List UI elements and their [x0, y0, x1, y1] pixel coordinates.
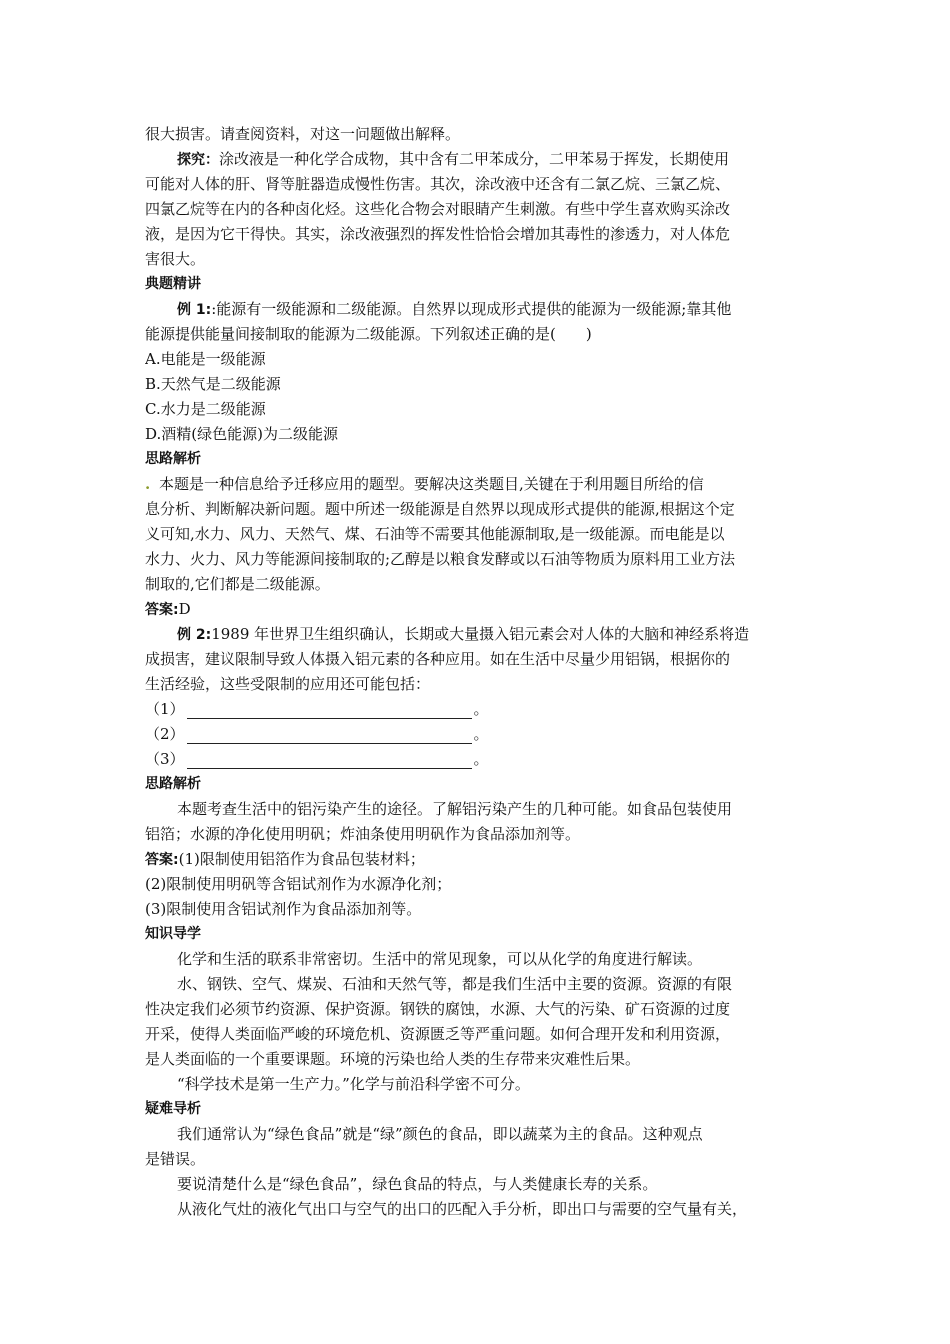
answer2-line-1 — [145, 847, 825, 872]
knowledge-line-2: 水、钢铁、空气、煤炭、石油和天然气等，都是我们生活中主要的资源。资源的有限 — [177, 975, 733, 993]
analysis1-line-5: 制取的,它们都是二级能源。 — [145, 575, 330, 593]
example1-line-2: 能源提供能量间接制取的能源为二级能源。下列叙述正确的是( ) — [145, 325, 592, 343]
explore-line-5: 害很大。 — [145, 250, 206, 268]
difficult-line-2: 是错误。 — [145, 1150, 206, 1168]
answer1-label: 答案: — [145, 602, 179, 618]
option-c: C.水力是二级能源 — [145, 400, 266, 418]
difficult-heading: 疑难导析 — [145, 1101, 201, 1117]
example2-line-1 — [145, 622, 825, 647]
analysis1-line-1 — [145, 472, 825, 497]
example2-line-2: 成损害，建议限制导致人体摄入铝元素的各种应用。如在生活中尽量少用铝锅，根据你的 — [145, 650, 731, 668]
answer1 — [145, 597, 825, 622]
answer2-line-3: (3)限制使用含铝试剂作为食品添加剂等。 — [145, 900, 422, 918]
answer1-value: D — [178, 600, 191, 618]
analysis2-heading: 思路解析 — [145, 776, 201, 792]
knowledge-line-3: 性决定我们必须节约资源、保护资源。钢铁的腐蚀，水源、大气的污染、矿石资源的过度 — [145, 1000, 731, 1018]
difficult-line-4: 从液化气灶的液化气出口与空气的出口的匹配入手分析，即出口与需要的空气量有关， — [177, 1200, 748, 1218]
option-d: D.酒精(绿色能源)为二级能源 — [145, 425, 338, 443]
analysis1-line-4: 水力、火力、风力等能源间接制取的;乙醇是以粮食发酵或以石油等物质为原料用工业方法 — [145, 550, 736, 568]
explore-line-1 — [145, 147, 825, 172]
bullet-dot: . — [145, 475, 151, 493]
document-content — [145, 122, 825, 1222]
example2-line-3: 生活经验，这些受限制的应用还可能包括： — [145, 675, 431, 693]
explore-line-4: 液，是因为它干得快。其实，涂改液强烈的挥发性恰恰会增加其毒性的渗透力，对人体危 — [145, 225, 731, 243]
answer2-text: (1)限制使用铝箔作为食品包装材料； — [178, 850, 425, 868]
knowledge-line-6: “科学技术是第一生产力。”化学与前沿科学密不可分。 — [177, 1075, 530, 1093]
example2-label: 例 2: — [177, 627, 212, 643]
blank-number: （1） — [145, 700, 185, 718]
answer-blank[interactable] — [187, 752, 472, 769]
option-b: B.天然气是二级能源 — [145, 375, 281, 393]
knowledge-line-5: 是人类面临的一个重要课题。环境的污染也给人类的生存带来灾难性后果。 — [145, 1050, 641, 1068]
answer-blank[interactable] — [187, 727, 472, 744]
blank-period: 。 — [473, 700, 489, 718]
option-a: A.电能是一级能源 — [145, 350, 266, 368]
analysis1-line-3: 义可知,水力、风力、天然气、煤、石油等不需要其他能源制取,是一级能源。而电能是以 — [145, 525, 725, 543]
example2-text: 1989 年世界卫生组织确认，长期或大量摄入铝元素会对人体的大脑和神经系将造 — [211, 625, 750, 643]
analysis2-line-1: 本题考查生活中的铝污染产生的途径。了解铝污染产生的几种可能。如食品包装使用 — [177, 800, 733, 818]
analysis2-line-2: 铝箔；水源的净化使用明矾；炸油条使用明矾作为食品添加剂等。 — [145, 825, 581, 843]
explore-line-2: 可能对人体的肝、肾等脏器造成慢性伤害。其次，涂改液中还含有二氯乙烷、三氯乙烷、 — [145, 175, 731, 193]
blank-period: 。 — [473, 750, 489, 768]
blank-number: （3） — [145, 750, 185, 768]
knowledge-heading: 知识导学 — [145, 926, 201, 942]
intro-continuation: 很大损害。请查阅资料，对这一问题做出解释。 — [145, 125, 461, 143]
difficult-line-3: 要说清楚什么是“绿色食品”，绿色食品的特点，与人类健康长寿的关系。 — [177, 1175, 658, 1193]
blank-number: （2） — [145, 725, 185, 743]
knowledge-line-4: 开采，使得人类面临严峻的环境危机、资源匮乏等严重问题。如何合理开发和利用资源， — [145, 1025, 731, 1043]
answer2-label: 答案: — [145, 852, 179, 868]
blank-row-1 — [145, 697, 825, 722]
example1-line-1 — [145, 297, 825, 322]
difficult-line-1: 我们通常认为“绿色食品”就是“绿”颜色的食品，即以蔬菜为主的食品。这种观点 — [177, 1125, 703, 1143]
explore-label: 探究： — [177, 152, 219, 168]
analysis1-heading: 思路解析 — [145, 451, 201, 467]
blank-period: 。 — [473, 725, 489, 743]
example1-label: 例 1: — [177, 302, 212, 318]
section-heading-examples: 典题精讲 — [145, 276, 201, 292]
explore-text: 涂改液是一种化学合成物，其中含有二甲苯成分，二甲苯易于挥发，长期使用 — [219, 150, 730, 168]
blank-row-3 — [145, 747, 825, 772]
knowledge-line-1: 化学和生活的联系非常密切。生活中的常见现象，可以从化学的角度进行解读。 — [177, 950, 703, 968]
analysis1-line-2: 息分析、判断解决新问题。题中所述一级能源是自然界以现成形式提供的能源,根据这个定 — [145, 500, 735, 518]
answer2-line-2: (2)限制使用明矾等含铝试剂作为水源净化剂； — [145, 875, 452, 893]
example1-text: :能源有一级能源和二级能源。自然界以现成形式提供的能源为一级能源;靠其他 — [211, 300, 732, 318]
explore-line-3: 四氯乙烷等在内的各种卤化烃。这些化合物会对眼睛产生刺激。有些中学生喜欢购买涂改 — [145, 200, 731, 218]
answer-blank[interactable] — [187, 702, 472, 719]
analysis1-text: 本题是一种信息给予迁移应用的题型。要解决这类题目,关键在于利用题目所给的信 — [159, 475, 704, 493]
blank-row-2 — [145, 722, 825, 747]
